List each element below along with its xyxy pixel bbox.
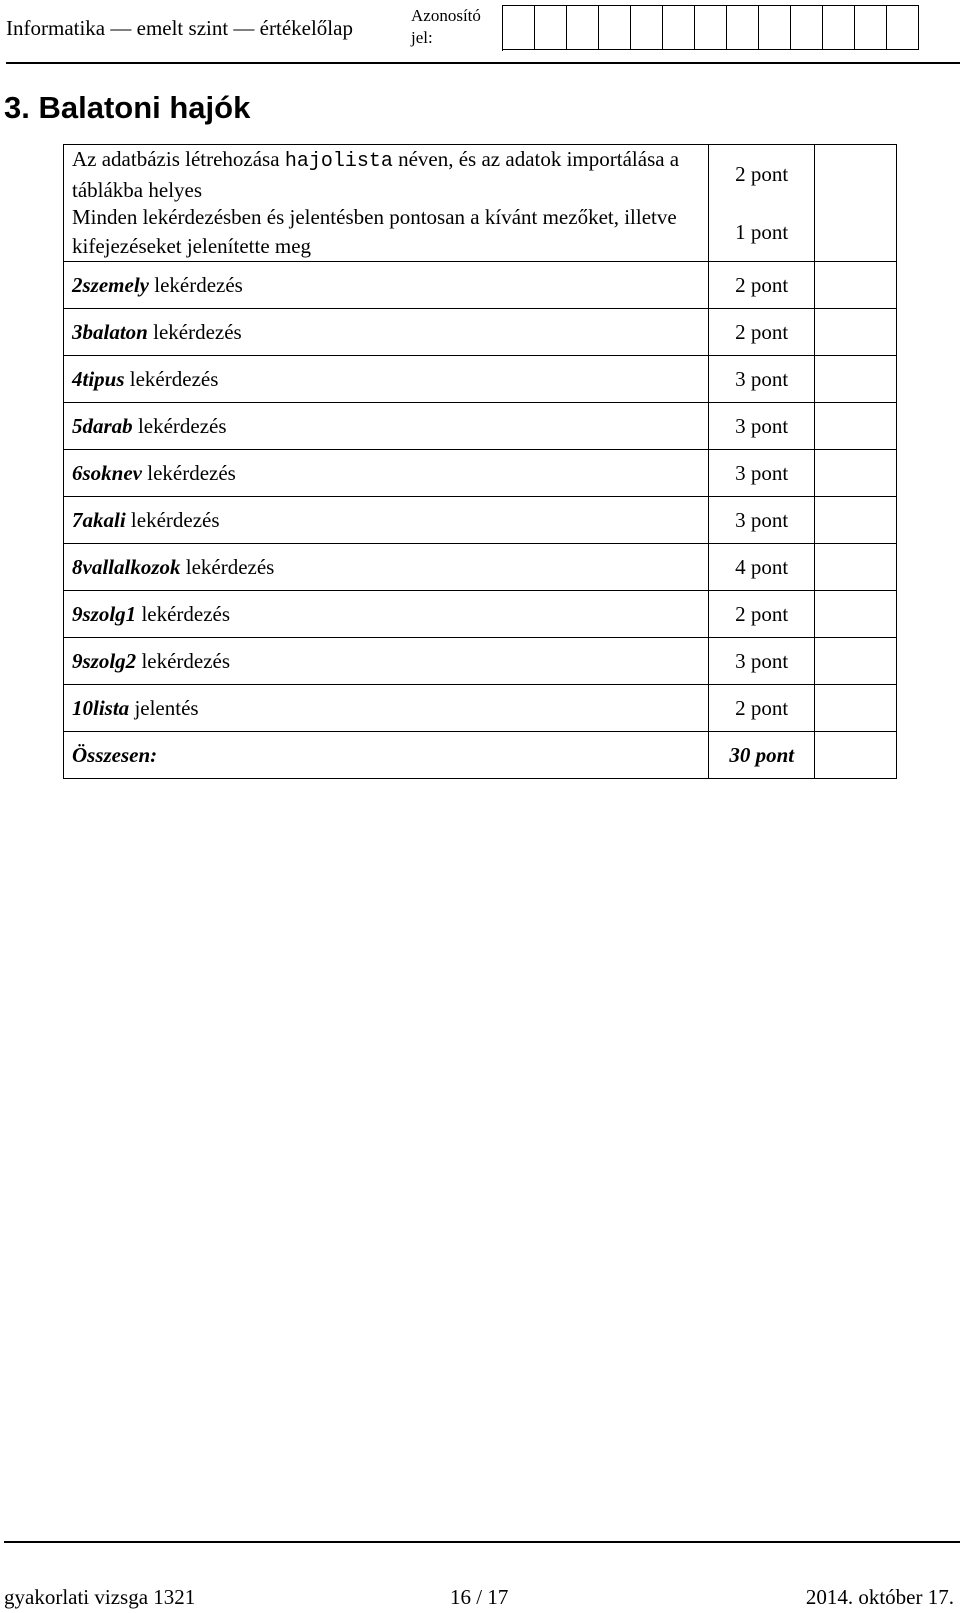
criterion-cell — [64, 638, 709, 685]
points-cell — [709, 450, 815, 497]
query-name: 9szolg2 — [72, 648, 137, 673]
criterion-text: Az adatbázis létrehozása — [72, 147, 285, 171]
criterion-cell — [64, 356, 709, 403]
points-cell — [709, 544, 815, 591]
points-value: 3 pont — [735, 648, 789, 673]
id-box[interactable] — [599, 5, 631, 50]
total-label: Összesen: — [64, 732, 709, 779]
points-value: 3 pont — [735, 366, 789, 391]
query-kind: lekérdezés — [130, 507, 220, 532]
id-box[interactable] — [663, 5, 695, 50]
id-label — [411, 5, 491, 49]
query-name: 5darab — [72, 413, 133, 438]
criterion-cell — [64, 145, 709, 262]
table-row — [64, 145, 897, 262]
id-label-line1: Azonosító — [411, 6, 481, 25]
points-cell — [709, 638, 815, 685]
footer-rule — [4, 1541, 960, 1543]
query-name: 10lista — [72, 695, 130, 720]
points-cell — [709, 497, 815, 544]
query-kind: lekérdezés — [141, 601, 231, 626]
query-name: 7akali — [72, 507, 126, 532]
id-box[interactable] — [631, 5, 663, 50]
id-box[interactable] — [727, 5, 759, 50]
id-box[interactable] — [535, 5, 567, 50]
points-value: 2 pont — [735, 162, 789, 186]
id-box[interactable] — [695, 5, 727, 50]
blank-cell — [815, 145, 897, 262]
points-cell — [709, 309, 815, 356]
points-value: 3 pont — [735, 507, 789, 532]
points-cell — [709, 685, 815, 732]
points-value: 4 pont — [735, 554, 789, 579]
points-value: 2 pont — [735, 601, 789, 626]
blank-cell — [815, 450, 897, 497]
query-name: 8vallalkozok — [72, 554, 181, 579]
scoring-table — [63, 144, 897, 779]
blank-cell — [815, 685, 897, 732]
id-box[interactable] — [791, 5, 823, 50]
blank-cell — [815, 262, 897, 309]
blank-cell — [815, 403, 897, 450]
points-value: 3 pont — [735, 460, 789, 485]
criterion-cell — [64, 262, 709, 309]
blank-cell — [815, 544, 897, 591]
criterion-text: néven, és az adatok importálása a táblákba helyes — [72, 147, 680, 202]
query-kind: lekérdezés — [153, 319, 242, 344]
query-kind: lekérdezés — [137, 413, 227, 438]
id-box[interactable] — [855, 5, 887, 50]
points-cell — [709, 145, 815, 262]
query-name: 4tipus — [72, 366, 125, 391]
footer-exam: gyakorlati vizsga 1321 — [4, 1585, 196, 1609]
table-row — [64, 309, 897, 356]
section-title: 3. Balatoni hajók — [4, 90, 251, 125]
criterion-cell — [64, 591, 709, 638]
criterion-fields: Minden lekérdezésben és jelentésben pontosan a kívánt mezőket, illetve kifejezéseket jelenítette meg — [72, 205, 677, 258]
points-cell — [709, 591, 815, 638]
points-cell — [709, 403, 815, 450]
query-kind: jelentés — [134, 695, 199, 720]
id-box[interactable] — [887, 5, 919, 50]
table-row — [64, 544, 897, 591]
blank-cell — [815, 732, 897, 779]
points-value: 1 pont — [735, 220, 789, 244]
points-cell — [709, 262, 815, 309]
query-kind: lekérdezés — [185, 554, 275, 579]
query-kind: lekérdezés — [147, 460, 236, 485]
points-value: 2 pont — [735, 272, 789, 297]
total-row — [64, 732, 897, 779]
points-value: 2 pont — [735, 319, 789, 344]
header-title: Informatika — emelt szint — értékelőlap — [6, 16, 353, 40]
points-cell — [709, 356, 815, 403]
criterion-cell — [64, 309, 709, 356]
db-name-code: hajolista — [284, 150, 393, 173]
criterion-cell — [64, 544, 709, 591]
id-box[interactable] — [567, 5, 599, 50]
table-row — [64, 403, 897, 450]
query-name: 2szemely — [72, 272, 149, 297]
id-box[interactable] — [759, 5, 791, 50]
table-row — [64, 685, 897, 732]
id-box[interactable] — [503, 5, 535, 50]
criterion-cell — [64, 497, 709, 544]
blank-cell — [815, 591, 897, 638]
total-points: 30 pont — [709, 732, 815, 779]
blank-cell — [815, 356, 897, 403]
blank-cell — [815, 497, 897, 544]
query-name: 3balaton — [72, 319, 148, 344]
id-box[interactable] — [823, 5, 855, 50]
id-label-line2: jel: — [411, 28, 433, 47]
footer-date: 2014. október 17. — [805, 1585, 954, 1609]
page-header — [0, 0, 960, 64]
criterion-create-db — [72, 145, 702, 203]
table-row — [64, 497, 897, 544]
criterion-cell — [64, 403, 709, 450]
query-kind: lekérdezés — [154, 272, 243, 297]
footer-page-number: 16 / 17 — [450, 1585, 509, 1609]
table-row — [64, 591, 897, 638]
blank-cell — [815, 638, 897, 685]
criterion-cell — [64, 685, 709, 732]
table-row — [64, 638, 897, 685]
query-kind: lekérdezés — [141, 648, 231, 673]
query-name: 9szolg1 — [72, 601, 137, 626]
blank-cell — [815, 309, 897, 356]
table-row — [64, 356, 897, 403]
criterion-cell — [64, 450, 709, 497]
header-rule — [6, 62, 960, 64]
query-kind: lekérdezés — [129, 366, 219, 391]
table-row — [64, 262, 897, 309]
points-value: 3 pont — [735, 413, 789, 438]
query-name: 6soknev — [72, 460, 142, 485]
points-value: 2 pont — [735, 695, 789, 720]
id-boxes — [502, 5, 919, 51]
table-row — [64, 450, 897, 497]
